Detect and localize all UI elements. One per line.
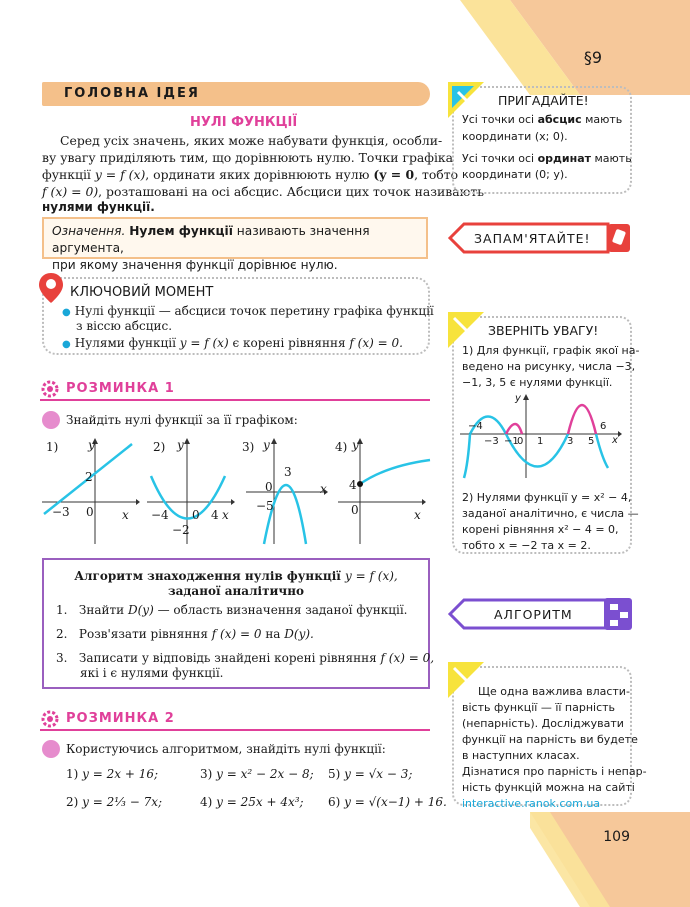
recall-text: Усі точки осі	[462, 113, 535, 126]
definition-text: називають значення аргумента,	[52, 224, 370, 255]
definition-term: Нулем функції	[129, 224, 233, 238]
algorithm-title-1	[0, 569, 472, 583]
corner-decoration-bottom	[530, 812, 690, 907]
corner-decoration-top	[440, 0, 690, 95]
graph-4-label: 4)	[335, 440, 348, 454]
graph-1-x: x	[122, 508, 129, 522]
graph-4-y: y	[352, 438, 359, 452]
section-number: §9	[583, 48, 602, 67]
parity-line-2: вість функції — її парність	[462, 701, 616, 714]
graph-1-origin: 0	[86, 505, 94, 519]
definition-box	[42, 217, 428, 272]
parity-link[interactable]: interactive.ranok.com.ua	[462, 797, 601, 810]
parity-line-6: Дізнатися про парність і непар-	[462, 765, 647, 778]
graph-2-x: x	[222, 508, 229, 522]
graph-4-x: x	[414, 508, 421, 522]
algorithm-title-2: заданої аналітично	[168, 584, 304, 598]
recall-line-1	[462, 112, 622, 128]
recall-text: мають	[585, 113, 623, 126]
page-number: 109	[603, 829, 630, 845]
step-text: — область визначення заданої функції.	[157, 603, 408, 617]
warmup-2-title: РОЗМИНКА 2	[66, 711, 175, 726]
exercise-number: 1)	[66, 767, 79, 781]
graph-1-label: 1)	[46, 440, 59, 454]
main-idea-label: ГОЛОВНА ІДЕЯ	[64, 86, 200, 101]
formula: D(y).	[284, 627, 314, 641]
formula: y = x² − 2x − 8;	[216, 767, 314, 781]
formula: y = f (x),	[345, 569, 398, 583]
graph-2-y: y	[177, 438, 184, 452]
attention-method-1: 2) Нулями функції y = x² − 4,	[462, 491, 632, 504]
formula: y = 25x + 4x³;	[216, 795, 304, 809]
exercise-number: 2)	[66, 795, 79, 809]
key-bullet-2	[62, 336, 403, 352]
exercise-5	[328, 767, 412, 781]
formula: f (x) = 0.	[349, 336, 403, 350]
gear-icon	[40, 379, 60, 399]
exercise-number: 4)	[200, 795, 213, 809]
attention-graph-tick: 5	[588, 436, 595, 447]
attention-graph-y: y	[515, 393, 521, 404]
attention-graph-tick: 1	[537, 436, 544, 447]
parity-line-3: (непарність). Досліджувати	[462, 717, 624, 730]
bullet-text: Нулями функції	[74, 336, 176, 350]
graph-2-label: 2)	[153, 440, 166, 454]
warmup-2-task: Користуючись алгоритмом, знайдіть нулі функції:	[66, 742, 386, 756]
exercise-3	[200, 767, 314, 781]
parity-line-5: в наступних класах.	[462, 749, 580, 762]
recall-line-3	[462, 151, 632, 167]
step-number: 3.	[56, 651, 68, 665]
recall-line-4: координати (0; y).	[462, 168, 568, 181]
exercise-number: 5)	[328, 767, 341, 781]
warmup-2-divider	[40, 729, 430, 731]
graph-4-tick: 4	[349, 478, 357, 492]
recall-text: мають	[594, 152, 632, 165]
graph-4-origin: 0	[351, 503, 359, 517]
attention-graph-tick: −3	[484, 436, 499, 447]
intro-text: функції	[42, 167, 91, 182]
key-bullet-1-cont: з віссю абсцис.	[76, 319, 173, 333]
recall-text: Усі точки осі	[462, 152, 535, 165]
exercise-2	[66, 795, 162, 809]
remember-label: ЗАПАМ'ЯТАЙТЕ!	[474, 231, 591, 246]
recall-title: ПРИГАДАЙТЕ!	[498, 93, 589, 108]
bullet-text: є корені рівняння	[232, 336, 346, 350]
exercise-6	[328, 795, 447, 809]
algorithm-step-3	[56, 651, 434, 665]
intro-line-3	[42, 167, 458, 182]
definition-line-1	[52, 223, 418, 257]
attention-line-2: ведено на рисунку, числа −3,	[462, 360, 636, 373]
parity-line-7: ність функцій можна на сайті	[462, 781, 635, 794]
recall-term: ординат	[537, 152, 591, 165]
formula: D(y)	[128, 603, 154, 617]
formula: y = 2x + 16;	[82, 767, 159, 781]
attention-method-4: тобто x = −2 та x = 2.	[462, 539, 591, 552]
definition-line-2: при якому значення функції дорівнює нулю.	[52, 258, 338, 272]
formula: y = √(x−1) + 16.	[344, 795, 447, 809]
bullet-icon: ●	[62, 307, 71, 318]
graph-3-tick: −5	[256, 499, 274, 513]
attention-title: ЗВЕРНІТЬ УВАГУ!	[488, 323, 599, 338]
algorithm-step-3-cont: які і є нулями функції.	[80, 666, 224, 680]
attention-graph-tick: 3	[567, 436, 574, 447]
exercise-4	[200, 795, 304, 809]
parity-line-4: функції на парність ви будете	[462, 733, 638, 746]
intro-line-5: нулями функції.	[42, 200, 155, 214]
attention-method-3: корені рівняння x² − 4 = 0,	[462, 523, 619, 536]
formula: y = f (x)	[179, 336, 229, 350]
intro-line-2: ву увагу приділяють тим, що дорівнюють нулю. Точки графіка	[42, 150, 454, 165]
parity-line-1: Ще одна важлива власти-	[478, 685, 630, 698]
exercise-number: 6)	[328, 795, 341, 809]
intro-text: , тобто	[414, 167, 459, 182]
graph-3-tick: 3	[284, 465, 292, 479]
bullet-text: Нулі функції — абсциси точок перетину графіка функції	[74, 304, 434, 318]
topic-title: НУЛІ ФУНКЦІЇ	[190, 115, 298, 130]
step-text: Розв'язати рівняння	[78, 627, 208, 641]
gear-icon	[40, 709, 60, 729]
main-idea-bar	[42, 82, 430, 106]
graph-2	[145, 436, 235, 548]
warmup-1-divider	[40, 399, 430, 401]
exercise-1	[66, 767, 158, 781]
step-text: Знайти	[78, 603, 125, 617]
recall-term: абсцис	[537, 113, 582, 126]
task-marker	[42, 411, 60, 429]
graph-1-y: y	[88, 438, 95, 452]
formula: y = f (x)	[94, 167, 146, 182]
formula: y = 2⅓ − 7x;	[82, 795, 163, 809]
attention-graph-tick: 6	[600, 421, 607, 432]
step-number: 1.	[56, 603, 68, 617]
intro-text: , розташовані на осі абсцис. Абсциси цих точок називають	[98, 184, 485, 199]
location-pin-icon	[38, 272, 64, 304]
attention-graph-origin: 0	[517, 436, 524, 447]
attention-line-3: −1, 3, 5 є нулями функції.	[462, 376, 613, 389]
attention-line-1: 1) Для функції, графік якої на-	[462, 344, 640, 357]
intro-line-1: Серед усіх значень, яких може набувати функція, особли-	[60, 133, 443, 148]
graph-4	[336, 436, 436, 548]
step-text: Записати у відповідь знайдені корені рівняння	[78, 651, 377, 665]
formula: y = √x − 3;	[344, 767, 413, 781]
formula: f (x) = 0	[211, 627, 262, 641]
graph-2-tick: 4	[211, 508, 219, 522]
step-number: 2.	[56, 627, 68, 641]
algorithm-tag-label: АЛГОРИТМ	[494, 607, 573, 622]
attention-graph-x: x	[612, 435, 618, 446]
key-bullet-1	[62, 304, 434, 320]
graph-1-tick: 2	[85, 470, 93, 484]
definition-label: Означення.	[52, 224, 126, 238]
exercise-number: 3)	[200, 767, 213, 781]
algorithm-step-1	[56, 603, 407, 617]
graph-2-origin: 0	[192, 508, 200, 522]
attention-graph-tick: −1	[504, 436, 519, 447]
attention-method-2: заданої аналітично, є числа —	[462, 507, 639, 520]
key-moment-title: КЛЮЧОВИЙ МОМЕНТ	[70, 285, 214, 300]
graph-2-tick: −2	[172, 523, 190, 537]
warmup-1-task: Знайдіть нулі функції за її графіком:	[66, 413, 298, 427]
step-text: на	[265, 627, 281, 641]
graph-2-tick: −4	[151, 508, 169, 522]
graph-3-x: x	[320, 482, 327, 496]
warmup-1-title: РОЗМИНКА 1	[66, 381, 175, 396]
graph-1-tick: −3	[52, 505, 70, 519]
graph-3-origin: 0	[265, 480, 273, 494]
algorithm-step-2	[56, 627, 314, 641]
graph-1	[40, 436, 140, 548]
bullet-icon: ●	[62, 339, 71, 350]
formula: (y = 0	[373, 167, 415, 182]
graph-3-y: y	[263, 438, 270, 452]
formula: f (x) = 0)	[42, 184, 99, 199]
task-marker	[42, 740, 60, 758]
recall-line-2: координати (x; 0).	[462, 130, 568, 143]
graph-3-label: 3)	[242, 440, 255, 454]
formula: f (x) = 0,	[380, 651, 435, 665]
intro-line-4	[42, 184, 484, 199]
algorithm-title-text: Алгоритм знаходження нулів функції	[74, 569, 341, 583]
intro-text: , ординати яких дорівнюють нулю	[145, 167, 370, 182]
attention-graph-tick: −4	[468, 421, 483, 432]
